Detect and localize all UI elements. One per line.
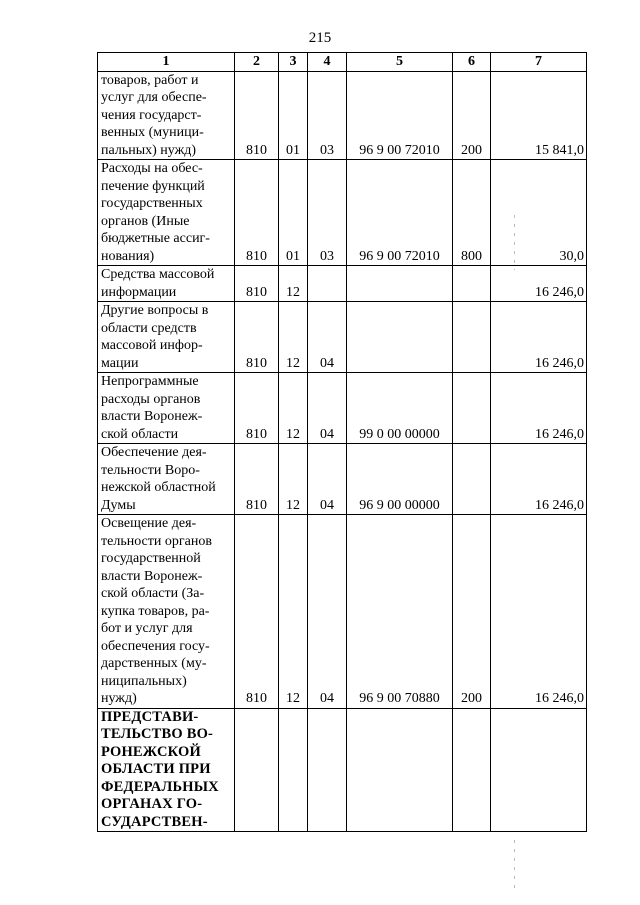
section-code-cell: 12 <box>279 302 308 373</box>
target-article-cell: 96 9 00 72010 <box>347 71 453 160</box>
section-code-cell: 01 <box>279 160 308 266</box>
subsection-code-cell: 04 <box>308 302 347 373</box>
subsection-code-cell <box>308 708 347 832</box>
amount-cell: 30,0 <box>491 160 587 266</box>
expense-name: товаров, работ и услуг для обеспе- чения государст- венных (муници- пальных) нужд) <box>101 72 207 158</box>
table-row <box>98 444 587 515</box>
header-cell-5: 5 <box>347 53 453 72</box>
page-number: 215 <box>308 30 332 46</box>
ministry-code-cell <box>235 708 279 832</box>
header-cell-3: 3 <box>279 53 308 72</box>
amount-cell: 16 246,0 <box>491 373 587 444</box>
header-cell-6: 6 <box>453 53 491 72</box>
ministry-code-cell: 810 <box>235 160 279 266</box>
expense-name: Освещение дея- тельности органов государственной власти Воронеж- ской области (За- купка товаров, ра- бот и услуг для обеспечения госу- дарственных (му- ниципальных) нужд) <box>101 516 212 706</box>
expense-name: Непрограммные расходы органов власти Воронеж- ской области <box>101 374 203 442</box>
ministry-code-cell: 810 <box>235 266 279 302</box>
expense-type-cell <box>453 266 491 302</box>
section-code-cell: 01 <box>279 71 308 160</box>
expense-name: Средства массовой информации <box>101 267 215 300</box>
expense-type-cell <box>453 373 491 444</box>
scan-artifact-line <box>514 840 515 890</box>
expense-name-cell <box>98 160 235 266</box>
header-cell-1: 1 <box>98 53 235 72</box>
expense-name-cell <box>98 708 235 832</box>
section-code-cell: 12 <box>279 515 308 709</box>
target-article-cell <box>347 708 453 832</box>
table-row <box>98 708 587 832</box>
section-code-cell: 12 <box>279 373 308 444</box>
scan-artifact-line <box>514 215 515 270</box>
ministry-code-cell: 810 <box>235 515 279 709</box>
ministry-code-cell: 810 <box>235 71 279 160</box>
amount-cell: 16 246,0 <box>491 266 587 302</box>
table-row <box>98 515 587 709</box>
target-article-cell: 96 9 00 70880 <box>347 515 453 709</box>
amount-cell: 15 841,0 <box>491 71 587 160</box>
expense-name-cell <box>98 515 235 709</box>
target-article-cell: 96 9 00 72010 <box>347 160 453 266</box>
expense-name: Другие вопросы в области средств массовой инфор- мации <box>101 303 209 371</box>
table-row <box>98 302 587 373</box>
expense-type-cell <box>453 444 491 515</box>
section-code-cell <box>279 708 308 832</box>
expense-type-cell: 800 <box>453 160 491 266</box>
target-article-cell <box>347 266 453 302</box>
table-row <box>98 71 587 160</box>
expense-name: Расходы на обес- печение функций государственных органов (Иные бюджетные ассиг- нования) <box>101 161 210 264</box>
target-article-cell: 99 0 00 00000 <box>347 373 453 444</box>
subsection-code-cell: 03 <box>308 71 347 160</box>
expense-name-cell <box>98 71 235 160</box>
ministry-code-cell: 810 <box>235 373 279 444</box>
budget-table <box>97 52 587 832</box>
subsection-code-cell: 04 <box>308 373 347 444</box>
amount-cell: 16 246,0 <box>491 515 587 709</box>
expense-name-cell <box>98 302 235 373</box>
table-header-row <box>98 53 587 72</box>
expense-type-cell <box>453 708 491 832</box>
ministry-code-cell: 810 <box>235 302 279 373</box>
ministry-code-cell: 810 <box>235 444 279 515</box>
table-row <box>98 266 587 302</box>
section-code-cell: 12 <box>279 444 308 515</box>
amount-cell: 16 246,0 <box>491 302 587 373</box>
amount-cell <box>491 708 587 832</box>
expense-type-cell: 200 <box>453 515 491 709</box>
subsection-code-cell: 04 <box>308 515 347 709</box>
expense-type-cell: 200 <box>453 71 491 160</box>
expense-name-cell <box>98 444 235 515</box>
expense-name: ПРЕДСТАВИ- ТЕЛЬСТВО ВО- РОНЕЖСКОЙ ОБЛАСТИ ПРИ ФЕДЕРАЛЬНЫХ ОРГАНАХ ГО- СУДАРСТВЕН- <box>101 708 219 830</box>
target-article-cell <box>347 302 453 373</box>
section-code-cell: 12 <box>279 266 308 302</box>
table-row <box>98 373 587 444</box>
header-cell-4: 4 <box>308 53 347 72</box>
subsection-code-cell: 04 <box>308 444 347 515</box>
amount-cell: 16 246,0 <box>491 444 587 515</box>
subsection-code-cell <box>308 266 347 302</box>
subsection-code-cell: 03 <box>308 160 347 266</box>
expense-name-cell <box>98 373 235 444</box>
expense-type-cell <box>453 302 491 373</box>
expense-name-cell <box>98 266 235 302</box>
expense-name: Обеспечение дея- тельности Воро- нежской областной Думы <box>101 445 216 513</box>
header-cell-7: 7 <box>491 53 587 72</box>
header-cell-2: 2 <box>235 53 279 72</box>
target-article-cell: 96 9 00 00000 <box>347 444 453 515</box>
